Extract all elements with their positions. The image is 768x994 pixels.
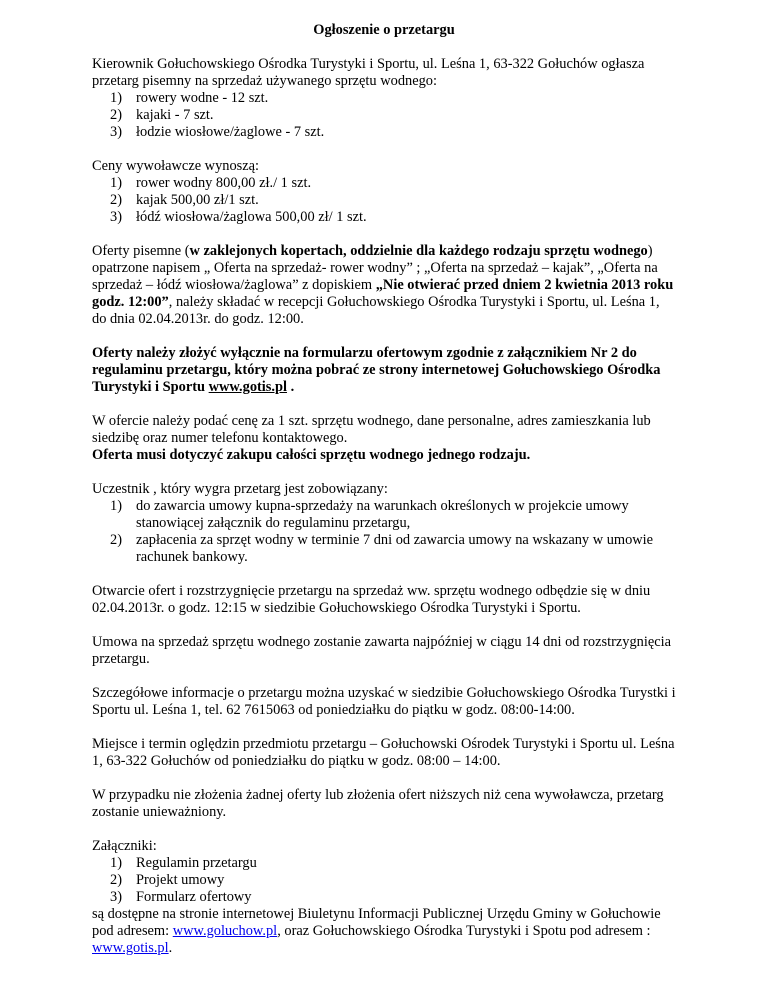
list-item-text: Formularz ofertowy — [136, 889, 252, 905]
list-item — [92, 872, 676, 889]
inspection-section — [92, 736, 676, 770]
list-item-number: 1) — [110, 175, 122, 191]
attachments-list — [92, 855, 676, 906]
offers-section — [92, 243, 676, 328]
list-item-number: 2) — [110, 872, 122, 888]
offers-text-part: , należy składać w recepcji Gołuchowskiego Ośrodka Turystyki i Sportu, ul. Leśna 1, do dnia 02.04.2013r. do godz. 12:00. — [92, 294, 660, 327]
price-info-section — [92, 413, 676, 464]
list-item-number: 3) — [110, 889, 122, 905]
list-item — [92, 855, 676, 872]
offers-text-part: ) opatrzone napisem „ Oferta na sprzedaż- rower wodny” ; „Oferta na sprzedaż – kajak”, „Oferta na sprzedaż – łódź wiosłowa/żaglowa” z dopiskiem — [92, 243, 658, 293]
list-item-text: łodzie wiosłowe/żaglowe - 7 szt. — [136, 124, 325, 140]
form-notice-body: Oferty należy złożyć wyłącznie na formularzu ofertowym zgodnie z załącznikiem Nr 2 do regulaminu przetargu, który można pobrać ze strony internetowej Gołuchowskiego Ośrodka Turystyki i Sportu — [92, 345, 661, 395]
list-item-text: łódź wiosłowa/żaglowa 500,00 zł/ 1 szt. — [136, 209, 367, 225]
offers-text-bold: w zaklejonych kopertach, oddzielnie dla każdego rodzaju sprzętu wodnego — [189, 243, 648, 259]
list-item-number: 2) — [110, 192, 122, 208]
contract-text: Umowa na sprzedaż sprzętu wodnego zostanie zawarta najpóźniej w ciągu 14 dni od rozstrzygnięcia przetargu. — [92, 634, 671, 667]
prices-heading: Ceny wywoławcze wynoszą: — [92, 158, 260, 174]
form-notice-section — [92, 345, 676, 396]
list-item-text: kajaki - 7 szt. — [136, 107, 214, 123]
equipment-list — [92, 90, 676, 141]
list-item-number: 3) — [110, 209, 122, 225]
cancel-section — [92, 787, 676, 821]
form-notice-tail: . — [287, 379, 295, 395]
offers-text-part: Oferty pisemne ( — [92, 243, 190, 259]
list-item-text: zapłacenia za sprzęt wodny w terminie 7 dni od zawarcia umowy na wskazany w umowie rachunek bankowy. — [136, 532, 654, 565]
price-info-text: W ofercie należy podać cenę za 1 szt. sprzętu wodnego, dane personalne, adres zamieszkania lub siedzibę oraz numer telefonu kontaktowego. — [92, 413, 651, 446]
list-item-number: 2) — [110, 532, 122, 548]
list-item-text: Projekt umowy — [136, 872, 225, 888]
list-item — [92, 498, 676, 532]
winner-heading: Uczestnik , który wygra przetarg jest zobowiązany: — [92, 481, 388, 497]
form-notice-text — [92, 345, 676, 396]
list-item — [92, 209, 676, 226]
availability-text-part: . — [168, 940, 173, 956]
prices-section — [92, 158, 676, 226]
list-item — [92, 192, 676, 209]
list-item-text: kajak 500,00 zł/1 szt. — [136, 192, 259, 208]
inspection-text: Miejsce i termin oględzin przedmiotu przetargu – Gołuchowski Ośrodek Turystyki i Sportu ul. Leśna 1, 63-322 Gołuchów od poniedziałku do piątku w godz. 08:00 – 14:00. — [92, 736, 675, 769]
attachments-section — [92, 838, 676, 957]
gotis-link-bottom[interactable]: www.gotis.pl — [92, 940, 169, 956]
list-item — [92, 124, 676, 141]
list-item — [92, 90, 676, 107]
list-item-text: rower wodny 800,00 zł./ 1 szt. — [136, 175, 312, 191]
list-item — [92, 107, 676, 124]
list-item — [92, 889, 676, 906]
opening-text: Otwarcie ofert i rozstrzygnięcie przetargu na sprzedaż ww. sprzętu wodnego odbędzie się w dniu 02.04.2013r. o godz. 12:15 w siedzibie Gołuchowskiego Ośrodka Turystyki i Sportu. — [92, 583, 651, 616]
list-item-number: 3) — [110, 124, 122, 140]
list-item-text: rowery wodne - 12 szt. — [136, 90, 269, 106]
details-section — [92, 685, 676, 719]
intro-text: Kierownik Gołuchowskiego Ośrodka Turystyki i Sportu, ul. Leśna 1, 63-322 Gołuchów ogłasza przetarg pisemny na sprzedaż używanego sprzętu wodnego: — [92, 56, 645, 89]
list-item-number: 1) — [110, 90, 122, 106]
details-text: Szczegółowe informacje o przetargu można uzyskać w siedzibie Gołuchowskiego Ośrodka Turystki i Sportu ul. Leśna 1, tel. 62 7615063 od poniedziałku do piątku w godz. 08:00-14:00. — [92, 685, 676, 718]
intro-section — [92, 56, 676, 141]
prices-list — [92, 175, 676, 226]
list-item-text: do zawarcia umowy kupna-sprzedaży na warunkach określonych w projekcie umowy stanowiącej załącznik do regulaminu przetargu, — [136, 498, 629, 531]
page-title: Ogłoszenie o przetargu — [313, 22, 455, 38]
list-item-text: Regulamin przetargu — [136, 855, 257, 871]
list-item-number: 2) — [110, 107, 122, 123]
contract-section — [92, 634, 676, 668]
opening-section — [92, 583, 676, 617]
availability-text-part: są dostępne na stronie internetowej Biuletynu Informacji Publicznej Urzędu Gminy w Gołuchowie pod adresem: — [92, 906, 661, 939]
offers-text — [92, 243, 676, 328]
availability-text — [92, 906, 676, 957]
winner-section — [92, 481, 676, 566]
winner-duties-list — [92, 498, 676, 566]
offers-deadline-bold: „Nie otwierać przed dniem 2 kwietnia 2013 roku godz. 12:00” — [92, 277, 674, 310]
cancel-text: W przypadku nie złożenia żadnej oferty lub złożenia ofert niższych niż cena wywoławcza, przetarg zostanie unieważniony. — [92, 787, 664, 820]
list-item — [92, 532, 676, 566]
list-item-number: 1) — [110, 498, 122, 514]
goluchow-link[interactable]: www.goluchow.pl — [172, 923, 278, 939]
price-info-bold: Oferta musi dotyczyć zakupu całości sprzętu wodnego jednego rodzaju. — [92, 447, 531, 463]
list-item-number: 1) — [110, 855, 122, 871]
gotis-link[interactable]: www.gotis.pl — [208, 379, 288, 395]
availability-text-part: , oraz Gołuchowskiego Ośrodka Turystyki i Spotu pod adresem : — [277, 923, 651, 939]
list-item — [92, 175, 676, 192]
attachments-heading: Załączniki: — [92, 838, 157, 854]
